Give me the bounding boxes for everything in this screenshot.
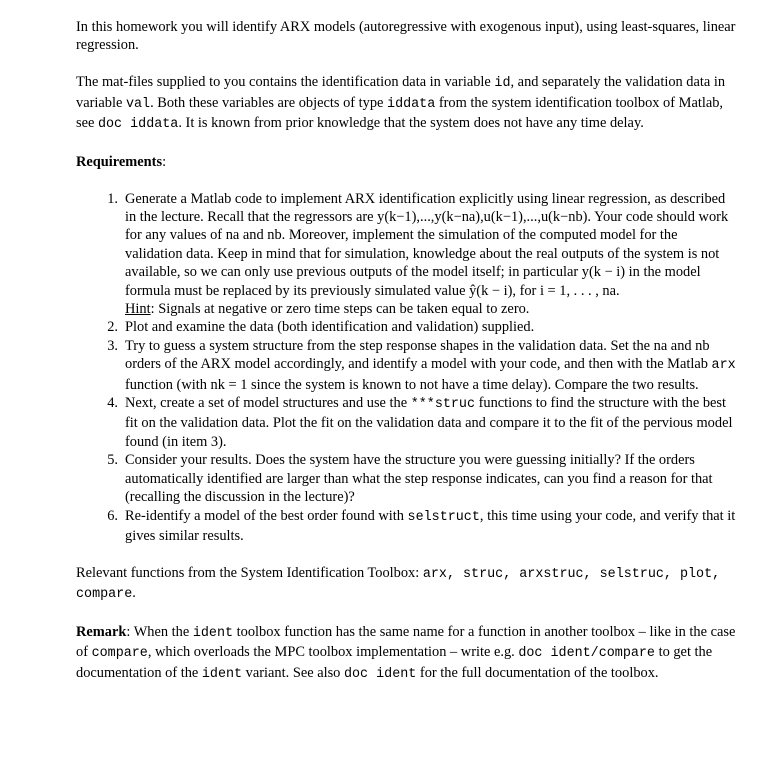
text-run: : When the [126, 623, 193, 640]
item-text: Consider your results. Does the system have the structure you were guessing initially? If the orders automatically identified are larger than what the step response indicates, can you find a reason for that (recalling the discussion in the lecture)? [125, 452, 713, 506]
list-item [76, 451, 736, 506]
code-function-list: arx, struc, arxstruc, selstruc, plot, compare [76, 566, 721, 603]
text-run: for the full documentation of the toolbox. [416, 664, 659, 681]
text-run: . [132, 585, 136, 602]
hint-text: : Signals at negative or zero time steps can be taken equal to zero. [150, 301, 530, 318]
requirements-list [76, 190, 736, 546]
relevant-functions-paragraph [76, 564, 736, 605]
spacer [76, 55, 736, 73]
text-run: . Both these variables are objects of type [150, 94, 388, 111]
spacer [76, 171, 736, 189]
item-number: 5. [107, 452, 118, 469]
text-run: . It is known from prior knowledge that the system does not have any time delay. [178, 115, 644, 132]
intro-text: In this homework you will identify ARX models (autoregressive with exogenous input), using least-squares, linear regression. [76, 19, 736, 54]
item-text: Next, create a set of model structures and use the [125, 395, 411, 412]
list-item [76, 337, 736, 394]
code-id: id [494, 76, 511, 92]
remark-label: Remark [76, 623, 127, 640]
list-item [76, 507, 736, 546]
code-ident: ident [192, 625, 234, 641]
list-item [76, 190, 736, 319]
code-doc-ident: doc ident [343, 666, 417, 682]
data-paragraph [76, 73, 736, 134]
intro-paragraph [76, 18, 736, 55]
requirements-label: Requirements [76, 153, 163, 170]
code-val: val [125, 96, 151, 112]
item-text: , this time using your code, and verify that it gives similar results. [125, 507, 736, 544]
text-run: , and separately the validation data in variable [76, 74, 726, 111]
code-doc-ident-compare: doc ident/compare [518, 646, 655, 662]
text-run: The mat-files supplied to you contains the identification data in variable [76, 74, 495, 91]
text-run: variant. See also [242, 664, 344, 681]
list-item [76, 394, 736, 451]
hint-label: Hint [125, 301, 151, 318]
remark-paragraph [76, 623, 736, 684]
list-item [76, 318, 736, 336]
item-number: 6. [107, 507, 118, 524]
item-text: Re-identify a model of the best order found with [125, 507, 408, 524]
code-ident: ident [201, 666, 243, 682]
spacer [76, 545, 736, 563]
spacer [76, 134, 736, 152]
code-selstruct: selstruct [407, 509, 480, 525]
code-struc: ***struc [410, 397, 476, 413]
item-number: 1. [107, 190, 118, 207]
code-compare: compare [91, 646, 148, 662]
homework-document [76, 18, 736, 684]
code-arx: arx [711, 358, 736, 374]
item-text: Plot and examine the data (both identification and validation) supplied. [125, 319, 535, 336]
item-text: functions to find the structure with the best fit on the validation data. Plot the fit on the validation data and compare it to the fit of the pervious model found (in item 3). [125, 395, 733, 450]
requirements-heading [76, 153, 736, 171]
code-iddata: iddata [387, 96, 436, 112]
item-text: function (with nk = 1 since the system is known to not have a time delay). Compare the two results. [125, 376, 699, 393]
item-number: 2. [107, 319, 118, 336]
text-run: Relevant functions from the System Identification Toolbox: [76, 564, 423, 581]
item-number: 3. [107, 337, 118, 354]
code-doc-iddata: doc iddata [97, 117, 179, 133]
spacer [76, 605, 736, 623]
item-text: Try to guess a system structure from the step response shapes in the validation data. Set the na and nb orders of the ARX model accordingly, and identify a model with your code, and then with the Matlab [125, 337, 712, 373]
text-run: , which overloads the MPC toolbox implementation – write e.g. [147, 644, 519, 661]
text-run: to get the documentation of the [76, 644, 713, 681]
text-run: from the system identification toolbox of Matlab, see [76, 94, 724, 132]
item-number: 4. [107, 395, 118, 412]
item-text: Generate a Matlab code to implement ARX identification explicitly using linear regression, as described in the lecture. Recall that the regressors are y(k−1),...,y(k−na),u(k−1),...,u(k−nb). Your code should work for any values of na and nb. Moreover, implement the simulation of the computed model for the validation data. Keep in mind that for simulation, knowledge about the real outputs of the system is not available, so we can only use previous outputs of the model itself; in particular y(k − i) in the model formula must be replaced by its previously simulated value ŷ(k − i), for i = 1, . . . , na. [125, 190, 729, 299]
text-run: toolbox function has the same name for a function in another toolbox – like in the case of [76, 623, 736, 661]
requirements-colon: : [162, 153, 167, 170]
